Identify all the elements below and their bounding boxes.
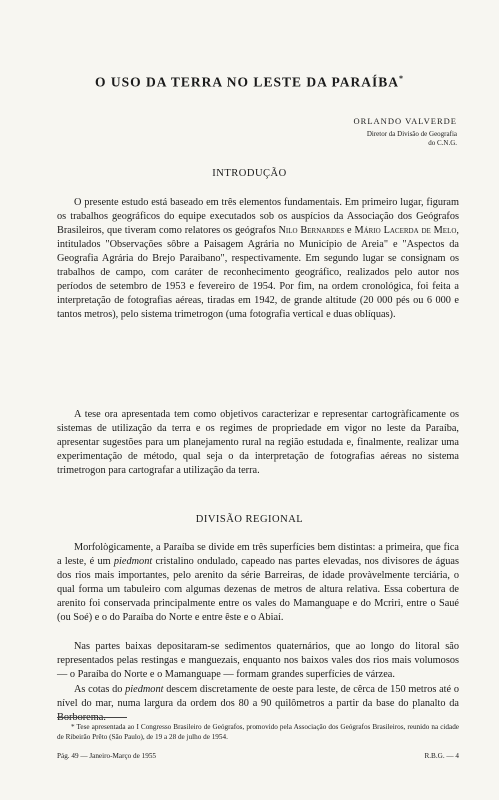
paragraph-5 <box>57 683 459 725</box>
paragraph-3 <box>57 541 459 625</box>
p3-text-b: cristalino ondulado, capeado nas partes elevadas, nos divisores de águas dos rios mais importantes, pelo arenito da série Barreiras, de idade provàvelmente terciária, o qual forma um tabuleiro com algumas dezenas de metros de altura relativa. Essa cobertura de arenito foi conservada principalmente entre os vales do Mamanguape e do Mcriri, entre o Saué (ou Soé) e o do Paraíba do Norte e entre êste e o Abiaí. <box>57 556 459 623</box>
p3-italic-term: piedmont <box>113 556 153 567</box>
p5-text-a: As cotas do <box>74 684 126 695</box>
p1-text-a: O presente estudo está baseado em três elementos fundamentais. Em primeiro lugar, figuram os trabalhos geográficos do equipe executados sob os auspícios da Associação dos Geógrafos Brasileiros, que tiveram como relatores os geógrafos <box>57 197 459 236</box>
p1-text-c: , intitulados "Observações sôbre a Paisagem Agrária no Município de Areia" e "Aspectos da Geografia Agrária do Brejo Paraibano", respectivamente. Em segundo lugar se consignam os trabalhos de campo, com caráter de reconhecimento geográfico, realizados pelo autor nos períodos de setembro de 1953 e fevereiro de 1954. Por fim, na ordem cronológica, foi feita a interpretação de fotografias aéreas, tiradas em 1942, de grande altitude (20 000 pés ou 6 000 e tantos metros), pelo sistema trimetrogon (uma fotografia vertical e duas oblíquas). <box>57 225 459 320</box>
title-text: O USO DA TERRA NO LESTE DA PARAÍBA <box>95 74 399 90</box>
footnote-divider <box>57 717 127 718</box>
author-name: ORLANDO VALVERDE <box>353 116 457 126</box>
p5-italic-term: piedmont <box>125 684 164 695</box>
paragraph-4: Nas partes baixas depositaram-se sedimentos quaternários, que ao longo do litoral são representados pelas restingas e manguezais, enquanto nos baixos vales dos rios mais volumosos — o Paraíba do Norte e o Mamanguape — formam grandes superfícies de várzea. <box>57 641 459 680</box>
p5-text-b: descem discretamente de oeste para leste, de cêrca de 150 metros até o nível do mar, numa largura da ordem dos 80 a 90 quilômetros a partir da base do planalto da Borborema. <box>57 684 459 723</box>
section-heading-divisao-regional: DIVISÃO REGIONAL <box>195 514 304 525</box>
author-affiliation <box>307 130 457 148</box>
page-footer-right: R.B.G. — 4 <box>424 752 459 760</box>
author-ref-2: Mário Lacerda de Melo <box>354 225 457 236</box>
footnote: * Tese apresentada ao I Congresso Brasileiro de Geógrafos, promovido pela Associação dos Geógrafos Brasileiros, reunido na cidade de Ribeirão Prêto (São Paulo), de 19 a 28 de julho de 1954. <box>57 723 459 741</box>
title-footnote-mark: * <box>398 74 404 83</box>
paragraph-2: A tese ora apresentada tem como objetivos caracterizar e representar cartogràficamente os sistemas de utilização da terra e os regimes de propriedade em vigor no leste da Paraíba, apresentar sugestões para um planejamento rural na região estudada e, finalmente, realizar uma experimentação de método, qual seja o da interpretação de fotografias aéreas no sistema trimetrogon para cartografar a utilização da terra. <box>57 409 459 476</box>
p3-text-a: Morfològicamente, a Paraíba se divide em três superfícies bem distintas: a primeira, que fica a leste, é um <box>57 542 459 567</box>
affiliation-line-1: Diretor da Divisão de Geografia <box>366 130 457 138</box>
page-footer-left: Pág. 49 — Janeiro-Março de 1955 <box>57 752 157 760</box>
page-footer <box>57 752 459 760</box>
paragraph-1 <box>57 196 459 322</box>
author-ref-1: Nilo Bernardes <box>278 225 345 236</box>
p1-text-b: e <box>344 225 355 236</box>
article-title <box>0 74 499 91</box>
section-heading-introducao: INTRODUÇÃO <box>212 168 287 179</box>
affiliation-line-2: do C.N.G. <box>428 139 457 147</box>
